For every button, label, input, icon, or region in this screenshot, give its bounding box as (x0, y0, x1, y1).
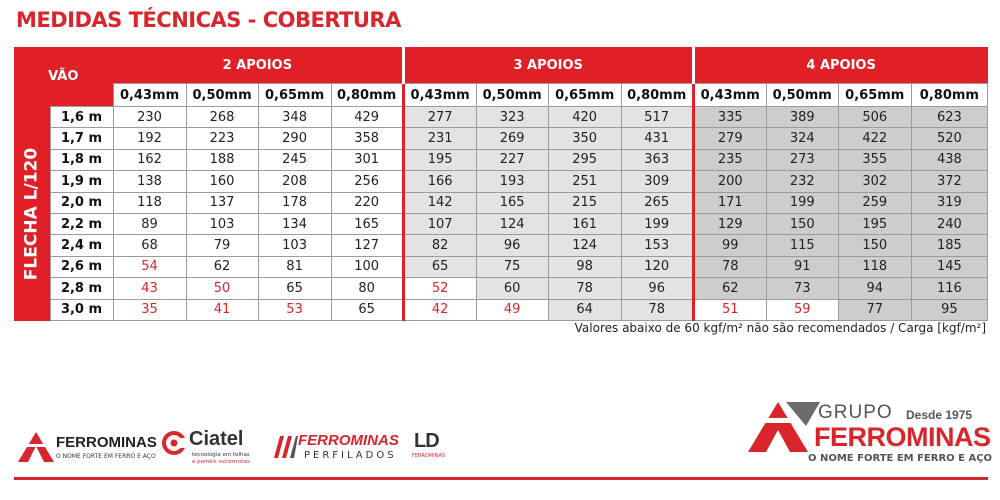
load-value-cell: 52 (403, 278, 476, 299)
load-value-cell: 145 (911, 256, 987, 277)
load-value-cell: 99 (693, 235, 766, 256)
group-header-4-apoios: 4 APOIOS (693, 47, 987, 84)
load-value-cell: 124 (476, 213, 548, 234)
perfilados-logo-sub: PERFILADOS (304, 450, 397, 461)
ciatel-tagline-2: e painéis isotérmicos (192, 459, 251, 465)
load-table-container (14, 47, 988, 321)
grupo-tagline: O NOME FORTE EM FERRO E AÇO (808, 453, 993, 464)
load-value-cell: 215 (548, 192, 621, 213)
span-label: 2,0 m (50, 192, 113, 213)
load-value-cell: 49 (476, 299, 548, 320)
load-value-cell: 78 (621, 299, 693, 320)
load-value-cell: 227 (476, 149, 548, 170)
load-value-cell: 81 (258, 256, 331, 277)
load-value-cell: 319 (911, 192, 987, 213)
load-value-cell: 91 (766, 256, 838, 277)
load-value-cell: 193 (476, 171, 548, 192)
load-value-cell: 290 (258, 128, 331, 149)
load-value-cell: 231 (403, 128, 476, 149)
load-value-cell: 161 (548, 213, 621, 234)
load-value-cell: 75 (476, 256, 548, 277)
grupo-ferrominas-triangle-icon (748, 402, 820, 452)
perfilados-bars-icon (272, 432, 298, 458)
ciatel-tagline-1: tecnologia em telhas (192, 452, 250, 458)
load-value-cell: 116 (911, 278, 987, 299)
load-value-cell: 62 (693, 278, 766, 299)
thickness-header: 0,65mm (838, 84, 911, 107)
group-header-2-apoios: 2 APOIOS (113, 47, 403, 84)
load-value-cell: 192 (113, 128, 186, 149)
load-value-cell: 232 (766, 171, 838, 192)
grupo-name: FERROMINAS (814, 422, 991, 452)
load-value-cell: 208 (258, 171, 331, 192)
load-value-cell: 115 (766, 235, 838, 256)
load-value-cell: 245 (258, 149, 331, 170)
load-value-cell: 124 (548, 235, 621, 256)
grupo-since: Desde 1975 (906, 408, 973, 422)
thickness-header-row (14, 84, 988, 107)
load-value-cell: 68 (113, 235, 186, 256)
load-value-cell: 51 (693, 299, 766, 320)
load-value-cell: 195 (838, 213, 911, 234)
span-label: 3,0 m (50, 299, 113, 320)
table-row (14, 192, 988, 213)
grupo-ferrominas-logo (748, 400, 993, 466)
load-value-cell: 120 (621, 256, 693, 277)
load-value-cell: 348 (258, 107, 331, 128)
thickness-header: 0,65mm (258, 84, 331, 107)
table-note: Valores abaixo de 60 kgf/m² não são recomendados / Carga [kgf/m²] (574, 321, 986, 335)
load-value-cell: 98 (548, 256, 621, 277)
flecha-side-label (14, 107, 50, 321)
thickness-header: 0,50mm (476, 84, 548, 107)
load-value-cell: 195 (403, 149, 476, 170)
load-value-cell: 89 (113, 213, 186, 234)
load-value-cell: 107 (403, 213, 476, 234)
load-value-cell: 431 (621, 128, 693, 149)
span-label: 2,8 m (50, 278, 113, 299)
table-row (14, 235, 988, 256)
thickness-header: 0,80mm (331, 84, 403, 107)
load-value-cell: 200 (693, 171, 766, 192)
load-value-cell: 96 (621, 278, 693, 299)
load-value-cell: 438 (911, 149, 987, 170)
table-row (14, 128, 988, 149)
load-value-cell: 279 (693, 128, 766, 149)
load-value-cell: 259 (838, 192, 911, 213)
table-row (14, 213, 988, 234)
thickness-header: 0,43mm (693, 84, 766, 107)
span-label: 1,7 m (50, 128, 113, 149)
group-header-3-apoios: 3 APOIOS (403, 47, 693, 84)
load-value-cell: 150 (766, 213, 838, 234)
load-value-cell: 389 (766, 107, 838, 128)
load-value-cell: 506 (838, 107, 911, 128)
load-value-cell: 96 (476, 235, 548, 256)
load-value-cell: 188 (186, 149, 258, 170)
load-value-cell: 78 (548, 278, 621, 299)
load-value-cell: 73 (766, 278, 838, 299)
load-value-cell: 295 (548, 149, 621, 170)
load-value-cell: 138 (113, 171, 186, 192)
load-value-cell: 185 (911, 235, 987, 256)
load-value-cell: 142 (403, 192, 476, 213)
ld-logo-name: LD (414, 430, 439, 452)
load-value-cell: 223 (186, 128, 258, 149)
load-value-cell: 153 (621, 235, 693, 256)
load-value-cell: 422 (838, 128, 911, 149)
load-value-cell: 355 (838, 149, 911, 170)
logo-strip (0, 400, 1000, 500)
grupo-line1: GRUPO (818, 402, 893, 423)
load-value-cell: 100 (331, 256, 403, 277)
thickness-header: 0,43mm (403, 84, 476, 107)
ciatel-c-icon (162, 430, 186, 456)
load-value-cell: 230 (113, 107, 186, 128)
ferrominas-perfilados-logo (272, 430, 402, 470)
table-row (14, 171, 988, 192)
span-label: 1,9 m (50, 171, 113, 192)
load-value-cell: 256 (331, 171, 403, 192)
load-value-cell: 41 (186, 299, 258, 320)
load-value-cell: 269 (476, 128, 548, 149)
load-value-cell: 323 (476, 107, 548, 128)
load-value-cell: 42 (403, 299, 476, 320)
ciatel-logo-name: Ciatel (189, 428, 244, 450)
load-value-cell: 118 (838, 256, 911, 277)
load-value-cell: 420 (548, 107, 621, 128)
load-value-cell: 166 (403, 171, 476, 192)
load-value-cell: 363 (621, 149, 693, 170)
load-value-cell: 77 (838, 299, 911, 320)
load-value-cell: 277 (403, 107, 476, 128)
load-value-cell: 171 (693, 192, 766, 213)
load-value-cell: 199 (621, 213, 693, 234)
load-value-cell: 335 (693, 107, 766, 128)
load-value-cell: 43 (113, 278, 186, 299)
span-label: 1,6 m (50, 107, 113, 128)
load-value-cell: 95 (911, 299, 987, 320)
load-value-cell: 127 (331, 235, 403, 256)
load-value-cell: 165 (331, 213, 403, 234)
span-label: 1,8 m (50, 149, 113, 170)
load-value-cell: 235 (693, 149, 766, 170)
load-value-cell: 265 (621, 192, 693, 213)
ciatel-logo (162, 428, 272, 470)
load-value-cell: 350 (548, 128, 621, 149)
load-value-cell: 94 (838, 278, 911, 299)
table-row (14, 278, 988, 299)
load-value-cell: 220 (331, 192, 403, 213)
load-value-cell: 301 (331, 149, 403, 170)
vao-header: VÃO (14, 47, 113, 107)
load-value-cell: 160 (186, 171, 258, 192)
load-value-cell: 82 (403, 235, 476, 256)
load-value-cell: 35 (113, 299, 186, 320)
ferrominas-logo-tagline: O NOME FORTE EM FERRO E AÇO (56, 453, 156, 460)
load-table (14, 47, 988, 321)
span-label: 2,6 m (50, 256, 113, 277)
load-value-cell: 251 (548, 171, 621, 192)
flecha-side-text: FLECHA L/120 (21, 147, 42, 280)
load-value-cell: 60 (476, 278, 548, 299)
load-value-cell: 302 (838, 171, 911, 192)
table-row (14, 149, 988, 170)
thickness-header: 0,80mm (621, 84, 693, 107)
page-title: MEDIDAS TÉCNICAS - COBERTURA (16, 8, 401, 32)
load-value-cell: 309 (621, 171, 693, 192)
thickness-header: 0,50mm (186, 84, 258, 107)
ferrominas-logo (18, 430, 158, 470)
load-value-cell: 137 (186, 192, 258, 213)
load-value-cell: 103 (186, 213, 258, 234)
span-label: 2,2 m (50, 213, 113, 234)
load-value-cell: 65 (331, 299, 403, 320)
load-value-cell: 517 (621, 107, 693, 128)
load-value-cell: 65 (258, 278, 331, 299)
load-value-cell: 178 (258, 192, 331, 213)
load-value-cell: 80 (331, 278, 403, 299)
table-row (14, 107, 988, 128)
load-value-cell: 623 (911, 107, 987, 128)
load-value-cell: 79 (186, 235, 258, 256)
load-value-cell: 273 (766, 149, 838, 170)
load-value-cell: 53 (258, 299, 331, 320)
table-row (14, 256, 988, 277)
ld-logo-sub: FERROMINAS (412, 453, 446, 459)
load-value-cell: 372 (911, 171, 987, 192)
span-label: 2,4 m (50, 235, 113, 256)
load-value-cell: 134 (258, 213, 331, 234)
perfilados-logo-name: FERROMINAS (298, 432, 399, 449)
thickness-header: 0,50mm (766, 84, 838, 107)
table-row (14, 299, 988, 320)
load-value-cell: 268 (186, 107, 258, 128)
load-value-cell: 65 (403, 256, 476, 277)
load-value-cell: 199 (766, 192, 838, 213)
thickness-header: 0,43mm (113, 84, 186, 107)
ld-logo (412, 430, 452, 470)
load-value-cell: 358 (331, 128, 403, 149)
bottom-divider (14, 477, 988, 480)
load-value-cell: 162 (113, 149, 186, 170)
load-value-cell: 64 (548, 299, 621, 320)
load-value-cell: 62 (186, 256, 258, 277)
load-value-cell: 520 (911, 128, 987, 149)
load-value-cell: 150 (838, 235, 911, 256)
load-value-cell: 59 (766, 299, 838, 320)
load-value-cell: 103 (258, 235, 331, 256)
thickness-header: 0,80mm (911, 84, 987, 107)
thickness-header: 0,65mm (548, 84, 621, 107)
ferrominas-triangle-icon (18, 432, 54, 462)
load-value-cell: 429 (331, 107, 403, 128)
load-value-cell: 78 (693, 256, 766, 277)
load-value-cell: 50 (186, 278, 258, 299)
table-body (14, 107, 988, 321)
load-value-cell: 118 (113, 192, 186, 213)
ferrominas-logo-name: FERROMINAS (56, 434, 157, 451)
load-value-cell: 240 (911, 213, 987, 234)
load-value-cell: 165 (476, 192, 548, 213)
load-value-cell: 324 (766, 128, 838, 149)
load-value-cell: 54 (113, 256, 186, 277)
load-value-cell: 129 (693, 213, 766, 234)
